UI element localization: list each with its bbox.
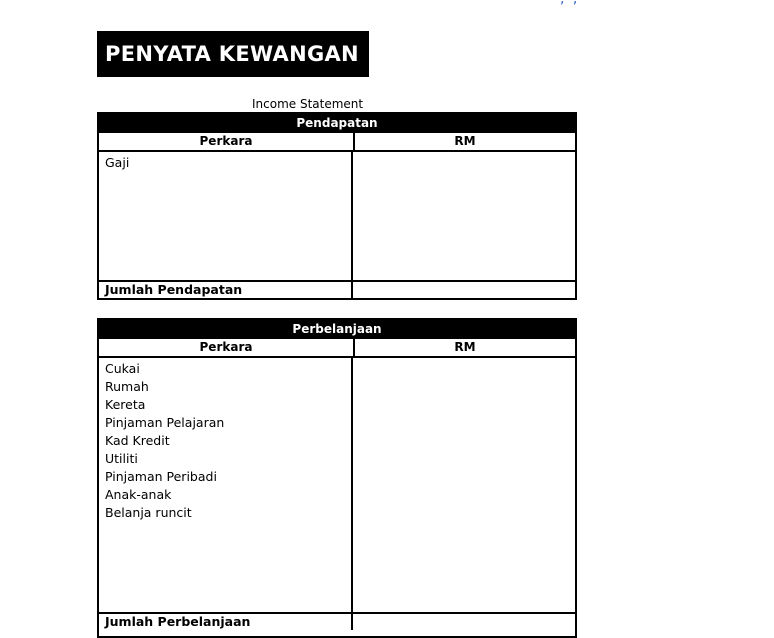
income-item: Gaji: [105, 155, 130, 170]
income-col-amount: RM: [454, 134, 476, 148]
expense-total-row: [99, 614, 575, 630]
expense-item: Belanja runcit: [105, 505, 192, 520]
expense-table-header: Perbelanjaan: [99, 320, 575, 339]
expense-column-headers: [99, 339, 575, 358]
expense-total-label: Jumlah Perbelanjaan: [99, 614, 353, 630]
income-total-row: [99, 282, 575, 298]
expense-items-cell[interactable]: [99, 358, 353, 612]
income-col-item: Perkara: [99, 133, 355, 150]
expense-table: [97, 318, 577, 638]
income-items-cell[interactable]: [99, 152, 353, 280]
expense-item: Kereta: [105, 397, 146, 412]
income-amount-cell[interactable]: [353, 152, 575, 280]
income-table-header: Pendapatan: [99, 114, 575, 133]
income-items-row: [99, 152, 575, 282]
expense-amount-cell[interactable]: [353, 358, 575, 612]
expense-item: Kad Kredit: [105, 433, 170, 448]
income-total-amount-cell[interactable]: [353, 282, 575, 298]
income-table: [97, 112, 577, 300]
income-total-label: Jumlah Pendapatan: [99, 282, 353, 298]
expense-item: Anak-anak: [105, 487, 172, 502]
top-edge-mark: [560, 0, 579, 7]
expense-item: Utiliti: [105, 451, 138, 466]
expense-item: Rumah: [105, 379, 149, 394]
statement-subtitle: Income Statement: [252, 97, 364, 111]
expense-item: Cukai: [105, 361, 140, 376]
expense-col-amount: RM: [454, 340, 476, 354]
income-column-headers: [99, 133, 575, 152]
expense-items-row: [99, 358, 575, 614]
expense-item: Pinjaman Peribadi: [105, 469, 217, 484]
page-title: PENYATA KEWANGAN: [97, 31, 369, 77]
expense-col-item: Perkara: [99, 339, 355, 356]
expense-total-amount-cell[interactable]: [353, 614, 575, 630]
expense-item: Pinjaman Pelajaran: [105, 415, 225, 430]
